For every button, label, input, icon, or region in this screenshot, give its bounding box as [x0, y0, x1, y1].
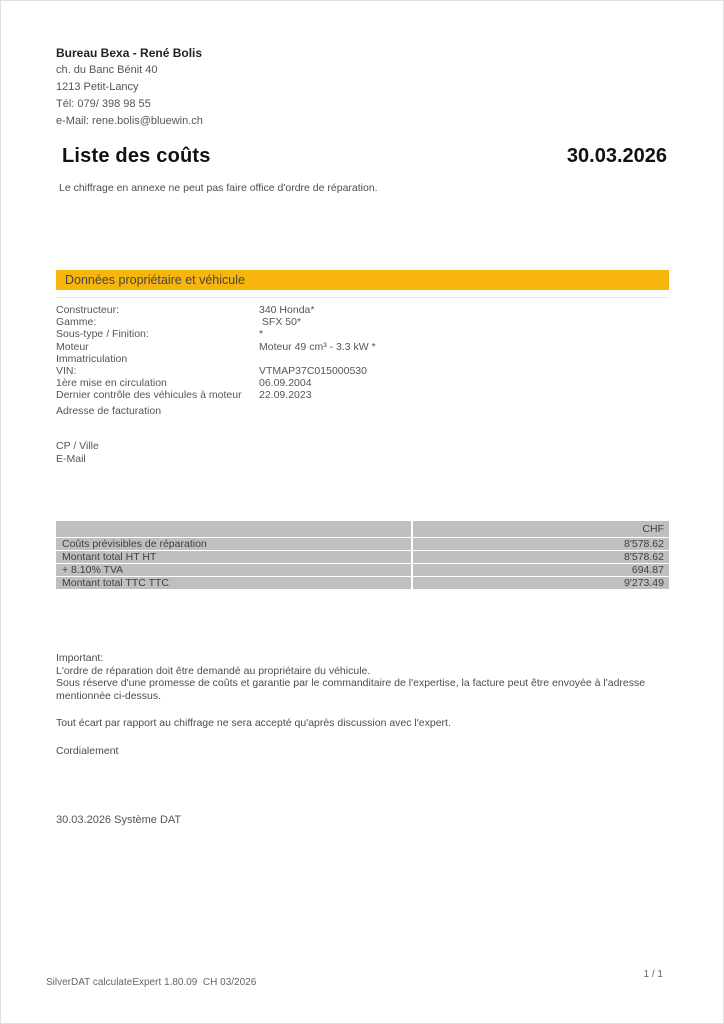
- field-value: 06.09.2004: [259, 377, 312, 390]
- important-line-1: L'ordre de réparation doit être demandé au propriétaire du véhicule.: [56, 664, 371, 677]
- table-row: [56, 564, 669, 576]
- divider-line: [56, 297, 669, 298]
- field-value: Moteur 49 cm³ - 3.3 kW *: [259, 340, 376, 353]
- field-label: VIN:: [56, 365, 77, 378]
- field-value: SFX 50*: [259, 316, 302, 329]
- table-row: [56, 551, 669, 563]
- field-label: Constructeur:: [56, 304, 120, 316]
- field-value: VTMAP37C015000530: [259, 365, 367, 378]
- cost-row-label: Coûts prévisibles de réparation: [56, 538, 411, 550]
- cp-ville-label: CP / Ville: [56, 440, 99, 452]
- field-label: Dernier contrôle des véhicules à moteur: [56, 389, 242, 402]
- page-indicator: 1 / 1: [643, 969, 663, 980]
- field-row-dernier-controle: [56, 389, 669, 401]
- field-row-gamme: [56, 316, 669, 328]
- sender-email: e-Mail: rene.bolis@bluewin.ch: [56, 115, 203, 127]
- cost-row-amount: 8'578.62: [413, 551, 669, 563]
- field-label: Gamme:: [56, 316, 97, 329]
- field-label: Moteur: [56, 340, 89, 353]
- cost-row-label: + 8.10% TVA: [56, 564, 411, 576]
- field-row-immatriculation: [56, 353, 669, 365]
- field-label: Sous-type / Finition:: [56, 328, 149, 341]
- vehicle-fields: [56, 304, 669, 402]
- section-heading-owner-vehicle: Données propriétaire et véhicule: [56, 270, 669, 290]
- title-row: [56, 145, 667, 168]
- field-row-sous-type: [56, 328, 669, 340]
- cost-row-amount: 8'578.62: [413, 538, 669, 550]
- footer-software-version: SilverDAT calculateExpert 1.80.09 CH 03/2026: [46, 977, 257, 988]
- field-label: 1ère mise en circulation: [56, 377, 167, 390]
- cost-table-header-row: [56, 521, 669, 537]
- sender-street: ch. du Banc Bénit 40: [56, 64, 158, 76]
- important-line-2: Sous réserve d'une promesse de coûts et garantie par le commanditaire de l'expertise, la facture peut être envoyée à l'adresse mentionnée ci-dessus.: [56, 677, 646, 702]
- field-row-premiere-mise: [56, 377, 669, 389]
- sender-name: Bureau Bexa - René Bolis: [56, 46, 203, 60]
- cost-row-label: Montant total HT HT: [56, 551, 411, 563]
- billing-address-label: Adresse de facturation: [56, 405, 162, 417]
- cost-row-amount: 9'273.49: [413, 577, 669, 589]
- field-value: *: [259, 328, 264, 341]
- cost-summary-table: [56, 521, 669, 590]
- cost-table-header-empty: [56, 521, 411, 537]
- important-label: Important:: [56, 652, 104, 664]
- system-date-line: 30.03.2026 Système DAT: [56, 814, 182, 826]
- table-row: [56, 538, 669, 550]
- email-label: E-Mail: [56, 453, 86, 465]
- field-value: 340 Honda*: [259, 304, 315, 316]
- cost-row-amount: 694.87: [413, 564, 669, 576]
- page-title: Liste des coûts: [62, 145, 211, 167]
- sender-city: 1213 Petit-Lancy: [56, 81, 139, 93]
- field-row-constructeur: [56, 304, 669, 316]
- important-notes: [56, 652, 672, 702]
- disclaimer-text: Le chiffrage en annexe ne peut pas faire office d'ordre de réparation.: [59, 182, 378, 194]
- table-row: [56, 577, 669, 589]
- field-row-vin: [56, 365, 669, 377]
- cost-row-label: Montant total TTC TTC: [56, 577, 411, 589]
- closing-text: Cordialement: [56, 745, 119, 757]
- letterhead: [56, 45, 203, 130]
- field-label: Immatriculation: [56, 352, 128, 365]
- field-value: 22.09.2023: [259, 389, 312, 402]
- document-date: 30.03.2026: [566, 145, 667, 167]
- cost-table-currency-header: CHF: [413, 521, 669, 537]
- field-row-moteur: [56, 341, 669, 353]
- sender-phone: Tél: 079/ 398 98 55: [56, 98, 151, 110]
- deviation-note: Tout écart par rapport au chiffrage ne sera accepté qu'après discussion avec l'expert.: [56, 717, 451, 729]
